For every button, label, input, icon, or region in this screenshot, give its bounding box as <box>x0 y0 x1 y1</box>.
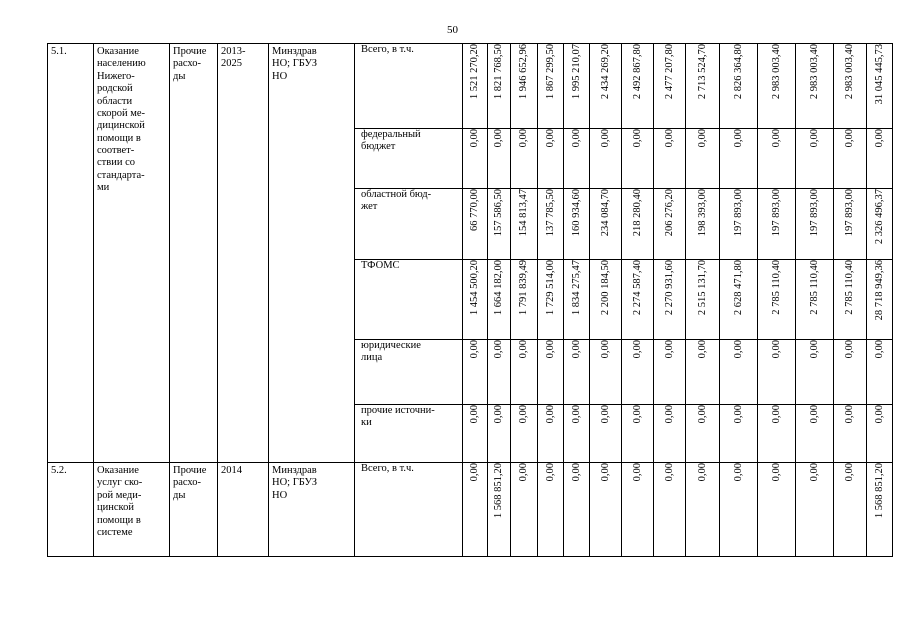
funding-value-cell <box>654 129 686 189</box>
funding-value: 0,00 <box>544 405 556 424</box>
funding-value-cell <box>654 405 686 463</box>
funding-value-cell <box>590 44 622 129</box>
funding-value: 197 893,00 <box>844 189 855 237</box>
expense-type-text: Прочие расхо- ды <box>173 465 207 501</box>
funding-value-cell <box>590 463 622 557</box>
funding-value: 0,00 <box>469 463 480 482</box>
funding-value-cell <box>488 44 511 129</box>
funding-value: 197 893,00 <box>770 189 782 237</box>
funding-source-text: федеральный бюджет <box>361 129 421 153</box>
funding-value: 0,00 <box>570 129 582 148</box>
funding-value-cell <box>758 129 796 189</box>
funding-value-cell <box>686 340 720 405</box>
executor-text: Минздрав НО; ГБУЗ НО <box>272 465 317 501</box>
funding-value-cell <box>564 405 590 463</box>
funding-value: 0,00 <box>518 340 529 359</box>
funding-value-cell <box>796 463 834 557</box>
funding-value: 0,00 <box>844 463 855 482</box>
funding-value-cell <box>622 463 654 557</box>
funding-value: 0,00 <box>663 463 675 482</box>
activity-name-text: Оказание услуг ско- рой меди- цинской помощи в системе <box>97 465 143 538</box>
executor-text: Минздрав НО; ГБУЗ НО <box>272 46 317 82</box>
funding-value-cell <box>622 340 654 405</box>
funding-value: 0,00 <box>493 340 504 359</box>
funding-value: 1 867 299,50 <box>544 44 556 100</box>
funding-value-cell <box>463 340 488 405</box>
activity-number-text: 5.2. <box>51 465 67 476</box>
funding-value-cell <box>796 260 834 340</box>
funding-source-text: ТФОМС <box>361 260 400 271</box>
funding-value-cell <box>622 189 654 260</box>
funding-value-cell <box>538 44 564 129</box>
funding-value: 0,00 <box>631 129 643 148</box>
funding-value-cell <box>590 189 622 260</box>
funding-value: 2 785 110,40 <box>844 260 855 315</box>
expense-type <box>170 463 218 557</box>
funding-source <box>355 463 463 557</box>
funding-value: 0,00 <box>770 405 782 424</box>
executor <box>269 463 355 557</box>
funding-value-cell <box>511 340 538 405</box>
funding-value-cell <box>834 129 867 189</box>
funding-value-cell <box>538 189 564 260</box>
funding-value: 0,00 <box>844 129 855 148</box>
funding-value-cell <box>720 189 758 260</box>
funding-value: 66 770,00 <box>469 189 480 231</box>
funding-source-text: Всего, в т.ч. <box>361 463 414 474</box>
funding-value: 0,00 <box>570 405 582 424</box>
funding-value-cell <box>720 129 758 189</box>
funding-value-cell <box>488 405 511 463</box>
funding-value: 218 280,40 <box>631 189 643 237</box>
funding-value: 1 791 839,49 <box>518 260 529 316</box>
funding-value-cell <box>720 405 758 463</box>
funding-value-cell <box>654 189 686 260</box>
funding-value: 0,00 <box>696 340 708 359</box>
funding-value-cell <box>511 129 538 189</box>
funding-value-cell <box>511 405 538 463</box>
funding-value-cell <box>511 260 538 340</box>
funding-value-cell <box>463 44 488 129</box>
funding-value-cell <box>463 260 488 340</box>
funding-value: 0,00 <box>599 463 611 482</box>
funding-value: 1 995 210,07 <box>570 44 582 100</box>
funding-value: 0,00 <box>599 129 611 148</box>
funding-value-cell <box>867 463 893 557</box>
funding-value-cell <box>538 340 564 405</box>
executor <box>269 44 355 463</box>
funding-value: 0,00 <box>631 463 643 482</box>
funding-value: 0,00 <box>732 405 744 424</box>
funding-value-cell <box>686 44 720 129</box>
funding-value: 1 821 768,50 <box>493 44 504 100</box>
funding-value-cell <box>564 129 590 189</box>
funding-value-cell <box>720 463 758 557</box>
funding-value: 0,00 <box>808 129 820 148</box>
funding-value-cell <box>511 44 538 129</box>
funding-value: 0,00 <box>696 405 708 424</box>
implementation-period-text: 2013- 2025 <box>221 46 246 70</box>
funding-value: 2 785 110,40 <box>808 260 820 315</box>
funding-source <box>355 340 463 405</box>
funding-value-cell <box>720 260 758 340</box>
funding-value: 1 729 514,00 <box>544 260 556 316</box>
funding-value-cell <box>867 189 893 260</box>
funding-value-cell <box>758 260 796 340</box>
funding-value-cell <box>796 340 834 405</box>
activity-name <box>94 44 170 463</box>
funding-value: 0,00 <box>544 340 556 359</box>
funding-value-cell <box>564 44 590 129</box>
funding-value: 2 477 207,80 <box>663 44 675 100</box>
funding-value: 0,00 <box>544 129 556 148</box>
funding-value: 28 718 949,36 <box>873 260 885 321</box>
funding-value: 2 713 524,70 <box>696 44 708 100</box>
funding-value-cell <box>564 189 590 260</box>
funding-value: 197 893,00 <box>808 189 820 237</box>
funding-value: 0,00 <box>844 340 855 359</box>
funding-source <box>355 129 463 189</box>
funding-value-cell <box>622 405 654 463</box>
funding-value-cell <box>622 44 654 129</box>
funding-value-cell <box>686 405 720 463</box>
funding-value: 0,00 <box>808 463 820 482</box>
funding-value-cell <box>867 44 893 129</box>
funding-value: 2 274 587,40 <box>631 260 643 316</box>
funding-value-cell <box>654 340 686 405</box>
funding-value-cell <box>622 260 654 340</box>
funding-value-cell <box>834 340 867 405</box>
funding-value-cell <box>463 129 488 189</box>
funding-value: 1 568 851,20 <box>873 463 885 519</box>
funding-value: 0,00 <box>844 405 855 424</box>
funding-value: 2 826 364,80 <box>732 44 744 100</box>
funding-value-cell <box>654 463 686 557</box>
funding-value-cell <box>686 463 720 557</box>
funding-value-cell <box>834 44 867 129</box>
funding-value: 1 454 500,20 <box>469 260 480 316</box>
funding-value-cell <box>834 463 867 557</box>
funding-value: 1 568 851,20 <box>493 463 504 519</box>
funding-value: 0,00 <box>732 340 744 359</box>
funding-value: 154 813,47 <box>518 189 529 237</box>
funding-value-cell <box>834 405 867 463</box>
funding-value: 160 934,60 <box>570 189 582 237</box>
funding-value-cell <box>686 189 720 260</box>
funding-value: 0,00 <box>873 405 885 424</box>
funding-value: 2 983 003,40 <box>844 44 855 100</box>
funding-value-cell <box>463 189 488 260</box>
funding-value-cell <box>488 260 511 340</box>
funding-value: 234 084,70 <box>599 189 611 237</box>
funding-value-cell <box>564 463 590 557</box>
funding-value: 1 946 652,96 <box>518 44 529 100</box>
funding-value: 0,00 <box>599 405 611 424</box>
funding-value: 0,00 <box>732 463 744 482</box>
expense-type-text: Прочие расхо- ды <box>173 46 207 82</box>
funding-value-cell <box>564 260 590 340</box>
funding-value: 137 785,50 <box>544 189 556 237</box>
funding-value: 0,00 <box>663 405 675 424</box>
funding-value-cell <box>654 260 686 340</box>
funding-value-cell <box>511 189 538 260</box>
funding-value: 0,00 <box>469 129 480 148</box>
funding-value-cell <box>463 405 488 463</box>
funding-value: 197 893,00 <box>732 189 744 237</box>
funding-value: 0,00 <box>469 405 480 424</box>
funding-value-cell <box>538 260 564 340</box>
funding-value: 0,00 <box>770 340 782 359</box>
funding-value-cell <box>867 405 893 463</box>
funding-value-cell <box>564 340 590 405</box>
funding-value-cell <box>538 463 564 557</box>
funding-source <box>355 260 463 340</box>
funding-value-cell <box>758 189 796 260</box>
funding-value-cell <box>758 405 796 463</box>
funding-value: 0,00 <box>469 340 480 359</box>
funding-value: 0,00 <box>599 340 611 359</box>
activity-number <box>48 463 94 557</box>
funding-source <box>355 405 463 463</box>
activity-name <box>94 463 170 557</box>
funding-value: 0,00 <box>663 129 675 148</box>
funding-value-cell <box>590 340 622 405</box>
funding-value-cell <box>654 44 686 129</box>
table-row <box>48 44 893 129</box>
funding-value: 0,00 <box>696 129 708 148</box>
funding-value: 0,00 <box>873 340 885 359</box>
funding-value-cell <box>796 44 834 129</box>
funding-value: 157 586,50 <box>493 189 504 237</box>
funding-value: 2 200 184,50 <box>599 260 611 316</box>
funding-value-cell <box>463 463 488 557</box>
funding-value: 2 270 931,60 <box>663 260 675 316</box>
funding-value: 2 983 003,40 <box>770 44 782 100</box>
funding-value-cell <box>720 44 758 129</box>
funding-source-text: юридические лица <box>361 340 421 364</box>
funding-value: 0,00 <box>696 463 708 482</box>
funding-value: 0,00 <box>518 129 529 148</box>
activity-name-text: Оказание населению Нижего- родской области скорой ме- дицинской помощи в соответ- ствии со стандарта- ми <box>97 46 146 194</box>
implementation-period <box>218 44 269 463</box>
program-activities-table <box>47 43 893 557</box>
funding-value-cell <box>488 463 511 557</box>
funding-value-cell <box>796 189 834 260</box>
funding-value: 206 276,20 <box>663 189 675 237</box>
funding-value-cell <box>488 129 511 189</box>
funding-value-cell <box>590 405 622 463</box>
activity-number-text: 5.1. <box>51 46 67 57</box>
funding-value: 0,00 <box>808 340 820 359</box>
funding-value-cell <box>867 260 893 340</box>
funding-value: 1 521 270,20 <box>469 44 480 100</box>
funding-value-cell <box>622 129 654 189</box>
funding-source-text: Всего, в т.ч. <box>361 44 414 55</box>
funding-value: 0,00 <box>808 405 820 424</box>
activity-number <box>48 44 94 463</box>
funding-value: 0,00 <box>570 340 582 359</box>
funding-value: 0,00 <box>663 340 675 359</box>
funding-value-cell <box>758 44 796 129</box>
funding-value-cell <box>758 340 796 405</box>
funding-value: 198 393,00 <box>696 189 708 237</box>
funding-source-text: областной бюд- жет <box>361 189 432 213</box>
funding-value: 0,00 <box>873 129 885 148</box>
funding-value: 0,00 <box>631 405 643 424</box>
table-row <box>48 463 893 557</box>
funding-value: 0,00 <box>770 463 782 482</box>
funding-source <box>355 189 463 260</box>
funding-value-cell <box>538 129 564 189</box>
funding-value-cell <box>590 129 622 189</box>
funding-value: 2 515 131,70 <box>696 260 708 316</box>
funding-value-cell <box>720 340 758 405</box>
funding-source-text: прочие источни- ки <box>361 405 435 429</box>
funding-source <box>355 44 463 129</box>
funding-value: 1 664 182,00 <box>493 260 504 316</box>
funding-value: 0,00 <box>544 463 556 482</box>
funding-value-cell <box>867 129 893 189</box>
funding-value: 2 492 867,80 <box>631 44 643 100</box>
funding-value: 2 434 269,20 <box>599 44 611 100</box>
funding-value-cell <box>796 405 834 463</box>
funding-value-cell <box>834 189 867 260</box>
funding-value-cell <box>867 340 893 405</box>
funding-value: 0,00 <box>518 405 529 424</box>
funding-value: 2 326 496,37 <box>873 189 885 245</box>
funding-value: 31 045 445,73 <box>873 44 885 105</box>
funding-value: 2 983 003,40 <box>808 44 820 100</box>
expense-type <box>170 44 218 463</box>
implementation-period-text: 2014 <box>221 465 242 476</box>
funding-value: 0,00 <box>493 405 504 424</box>
funding-value-cell <box>488 340 511 405</box>
funding-value: 0,00 <box>732 129 744 148</box>
funding-value: 0,00 <box>493 129 504 148</box>
funding-value-cell <box>834 260 867 340</box>
funding-value: 0,00 <box>770 129 782 148</box>
funding-value-cell <box>686 260 720 340</box>
funding-value-cell <box>511 463 538 557</box>
funding-value-cell <box>488 189 511 260</box>
funding-value-cell <box>538 405 564 463</box>
funding-value-cell <box>686 129 720 189</box>
implementation-period <box>218 463 269 557</box>
funding-value-cell <box>796 129 834 189</box>
funding-value: 0,00 <box>570 463 582 482</box>
funding-value: 2 628 471,80 <box>732 260 744 316</box>
funding-value: 2 785 110,40 <box>770 260 782 315</box>
funding-value-cell <box>758 463 796 557</box>
funding-value-cell <box>590 260 622 340</box>
page-number: 50 <box>447 24 458 36</box>
funding-value: 0,00 <box>518 463 529 482</box>
funding-value: 0,00 <box>631 340 643 359</box>
funding-value: 1 834 275,47 <box>570 260 582 316</box>
